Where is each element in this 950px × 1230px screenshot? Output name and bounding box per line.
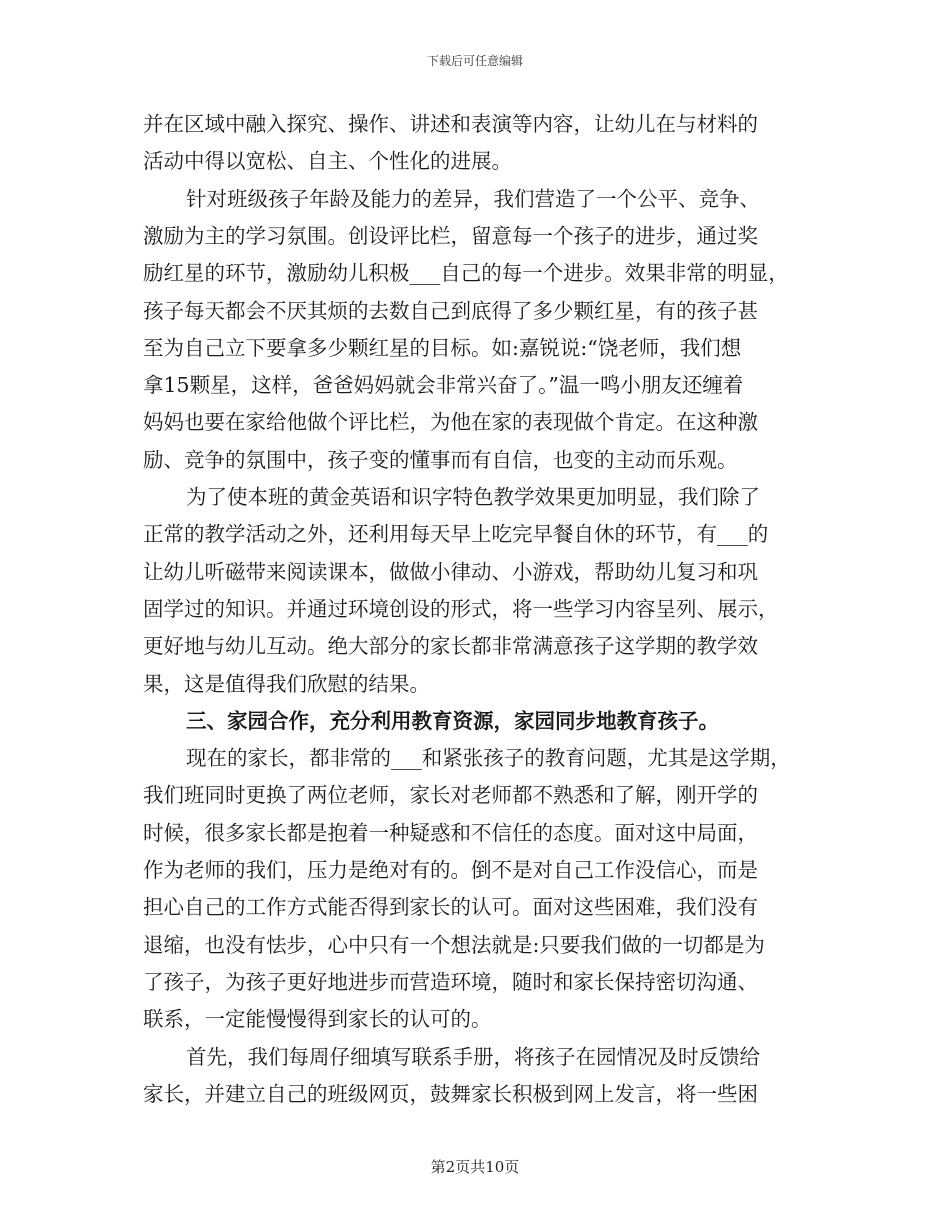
text-line: 了孩子，为孩子更好地进步而营造环境，随时和家长保持密切沟通、 bbox=[143, 969, 758, 994]
text-line: 活动中得以宽松、自主、个性化的进展。 bbox=[143, 149, 512, 174]
text-line: 担心自己的工作方式能否得到家长的认可。面对这些困难，我们没有 bbox=[143, 895, 758, 920]
text-line: 固学过的知识。并通过环境创设的形式，将一些学习内容呈列、展示， bbox=[143, 596, 779, 621]
text-line: 更好地与幼儿互动。绝大部分的家长都非常满意孩子这学期的教学效 bbox=[143, 634, 758, 659]
page-number-footer: 第2页共10页 bbox=[430, 1158, 520, 1176]
text-line: 让幼儿听磁带来阅读课本，做做小律动、小游戏，帮助幼儿复习和巩 bbox=[143, 559, 758, 584]
page-header: 下载后可任意编辑 bbox=[426, 54, 523, 68]
text-line: 作为老师的我们，压力是绝对有的。倒不是对自己工作没信心，而是 bbox=[143, 858, 758, 882]
text-line: 励红星的环节，激励幼儿积极___自己的每一个进步。效果非常的明显， bbox=[143, 261, 789, 286]
text-line: 激励为主的学习氛围。创设评比栏，留意每一个孩子的进步，通过奖 bbox=[143, 223, 758, 248]
text-line: 为了使本班的黄金英语和识字特色教学效果更加明显，我们除了 bbox=[186, 485, 760, 509]
text-line: 现在的家长，都非常的___和紧张孩子的教育问题，尤其是这学期， bbox=[186, 746, 791, 771]
text-line: 妈妈也要在家给他做个评比栏，为他在家的表现做个肯定。在这种激 bbox=[143, 410, 758, 435]
text-line: 并在区域中融入探究、操作、讲述和表演等内容，让幼儿在与材料的 bbox=[143, 112, 758, 136]
text-line: 拿15颗星，这样，爸爸妈妈就会非常兴奋了。”温一鸣小朋友还缠着 bbox=[143, 373, 744, 398]
text-line: 退缩，也没有怯步，心中只有一个想法就是:只要我们做的一切都是为 bbox=[143, 932, 765, 957]
section-heading: 三、家园合作，充分利用教育资源，家园同步地教育孩子。 bbox=[186, 708, 719, 733]
text-line: 时候，很多家长都是抱着一种疑惑和不信任的态度。面对这中局面， bbox=[143, 820, 758, 845]
text-line: 我们班同时更换了两位老师，家长对老师都不熟悉和了解，刚开学的 bbox=[143, 783, 758, 808]
text-line: 励、竞争的氛围中，孩子变的懂事而有自信，也变的主动而乐观。 bbox=[143, 447, 738, 472]
text-line: 果，这是值得我们欣慰的结果。 bbox=[143, 671, 430, 696]
text-line: 至为自己立下要拿多少颗红星的目标。如:嘉锐说:“饶老师，我们想 bbox=[143, 335, 742, 360]
text-line: 首先，我们每周仔细填写联系手册，将孩子在园情况及时反馈给 bbox=[186, 1044, 760, 1069]
text-line: 针对班级孩子年龄及能力的差异，我们营造了一个公平、竞争、 bbox=[186, 186, 760, 211]
text-line: 正常的教学活动之外，还利用每天早上吃完早餐自休的环节，有___的 bbox=[143, 522, 769, 547]
text-line: 孩子每天都会不厌其烦的去数自己到底得了多少颗红星，有的孩子甚 bbox=[143, 298, 758, 323]
text-line: 家长，并建立自己的班级网页，鼓舞家长积极到网上发言，将一些困 bbox=[143, 1081, 758, 1106]
text-line: 联系，一定能慢慢得到家长的认可的。 bbox=[143, 1007, 492, 1032]
